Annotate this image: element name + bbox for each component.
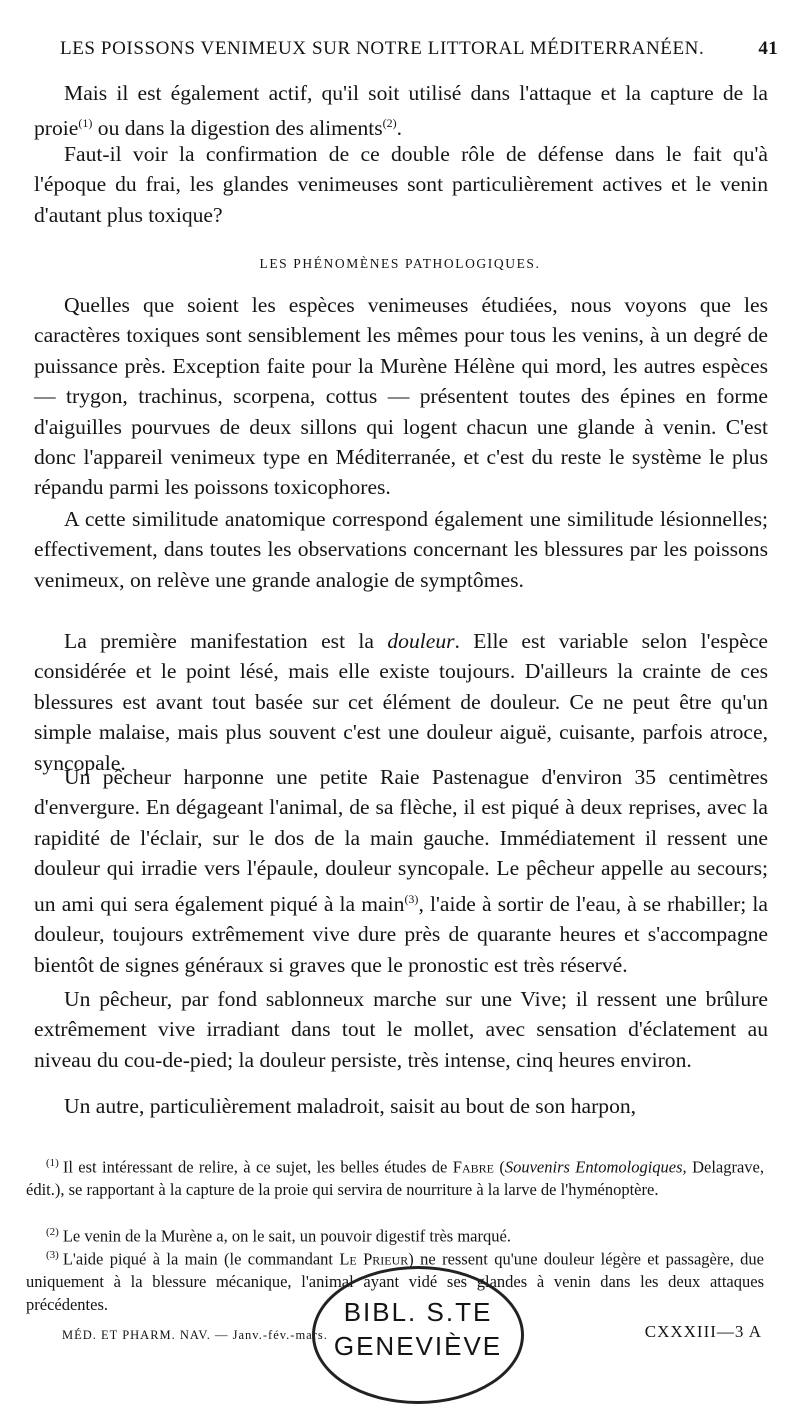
footnote-ref-1: (1)	[78, 116, 93, 131]
section-heading: LES PHÉNOMÈNES PATHOLOGIQUES.	[259, 256, 541, 271]
text-run: . Elle est variable selon l'espèce considérée et le point lésé, mais elle existe toujours. D'ailleurs la crainte de ces blessures est avant tout basée sur cet élément de douleur. Ce ne peut être qu'un simple malaise, mais plus souvent c'est une douleur aiguë, cuisante, parfois atroce, syncopale.	[34, 629, 768, 775]
book-title: Souvenirs Entomologiques,	[504, 1157, 687, 1177]
text-run: .	[396, 116, 403, 141]
text-run: L'aide piqué à la main (le commandant	[62, 1249, 340, 1269]
stamp-line-1: BIBL. S.TE	[343, 1297, 493, 1327]
emphasis-douleur: douleur	[387, 629, 455, 653]
running-title: LES POISSONS VENIMEUX SUR NOTRE LITTORAL MÉDITERRANÉEN.	[60, 38, 705, 59]
text-run: Un pêcheur harponne une petite Raie Pastenague d'environ 35 centimètres d'envergure. En dégageant l'animal, de sa flèche, il est piqué à deux reprises, avec la rapidité de l'éclair, sur le dos de la main gauche. Immédiatement il ressent une douleur qui irradie vers l'épaule, douleur syncopale. Le pêcheur appelle au secours; un ami qui sera également piqué à la main	[34, 765, 768, 916]
footnote-ref-3: (3)	[404, 891, 419, 906]
library-stamp	[312, 1266, 524, 1404]
footnote-mark: (1)	[46, 1157, 59, 1169]
author-name: Fabre	[452, 1157, 494, 1177]
text-run: La première manifestation est la	[64, 629, 388, 653]
text-run: ou dans la digestion des aliments	[92, 116, 383, 141]
text-run: Il est intéressant de relire, à ce sujet, les belles études de	[62, 1157, 453, 1177]
footnote-mark: (3)	[46, 1249, 59, 1261]
footnote-1	[26, 1152, 764, 1202]
paragraph-4: A cette similitude anatomique correspond également une similitude lésionnelles; effectivement, dans toutes les observations concernant les blessures par les poissons venimeux, on relève une grande analogie de symptômes.	[34, 507, 768, 592]
paragraph-5	[34, 626, 768, 778]
page-header	[60, 38, 778, 60]
stamp-line-2: GENEVIÈVE	[333, 1331, 503, 1361]
paragraph-intro-1	[34, 78, 768, 144]
author-name: Le Prieur	[339, 1249, 409, 1269]
paragraph-intro-2: Faut-il voir la confirmation de ce double rôle de défense dans le fait qu'à l'époque du frai, les glandes venimeuses sont particulièrement actives et le venin d'autant plus toxique?	[34, 142, 768, 227]
text-run: Le venin de la Murène a, on le sait, un pouvoir digestif très marqué.	[62, 1226, 511, 1246]
text-run: ) ne ressent qu'une douleur légère et passagère, due uniquement à la blessure mécanique, l'animal ayant vidé ses glandes à venin dans les deux attaques précédentes.	[26, 1249, 764, 1314]
text-run: (	[493, 1157, 505, 1177]
footnote-ref-2: (2)	[382, 116, 397, 131]
paragraph-3: Quelles que soient les espèces venimeuses étudiées, nous voyons que les caractères toxiques sont sensiblement les mêmes pour tous les venins, à un degré de puissance près. Exception faite pour la Murène Hélène qui mord, les autres espèces — trygon, trachinus, scorpena, cottus — présentent toutes des épines en forme d'aiguilles pourvues de deux sillons qui logent chacun une glande à venin. C'est donc l'appareil venimeux type en Méditerranée, et c'est du reste le système le plus répandu parmi les poissons toxicophores.	[34, 293, 768, 500]
footer-journal-info: MÉD. ET PHARM. NAV. — Janv.-fév.-mars.	[62, 1328, 328, 1342]
paragraph-8: Un autre, particulièrement maladroit, saisit au bout de son harpon,	[64, 1094, 637, 1118]
text-run: Mais il est également actif, qu'il soit utilisé dans l'attaque et la capture de la proie	[34, 81, 768, 141]
paragraph-7: Un pêcheur, par fond sablonneux marche sur une Vive; il ressent une brûlure extrêmement vive irradiant dans tout le mollet, avec sensation d'éclatement au niveau du cou-de-pied; la douleur persiste, très intense, cinq heures environ.	[34, 987, 768, 1072]
page-number: 41	[758, 38, 778, 59]
footnote-mark: (2)	[46, 1226, 59, 1238]
text-run: Delagrave, édit.), se rapportant à la capture de la proie qui servira de nourriture à la larve de l'hyménoptère.	[26, 1157, 764, 1199]
text-run: , l'aide à sortir de l'eau, à se rhabiller; la douleur, toujours extrêmement vive dure près de quarante heures et s'accompagne bientôt de signes généraux si graves que le pronostic est très réservé.	[34, 891, 768, 977]
paragraph-6	[34, 762, 768, 980]
footer-signature-mark: CXXXIII—3 A	[644, 1322, 762, 1341]
